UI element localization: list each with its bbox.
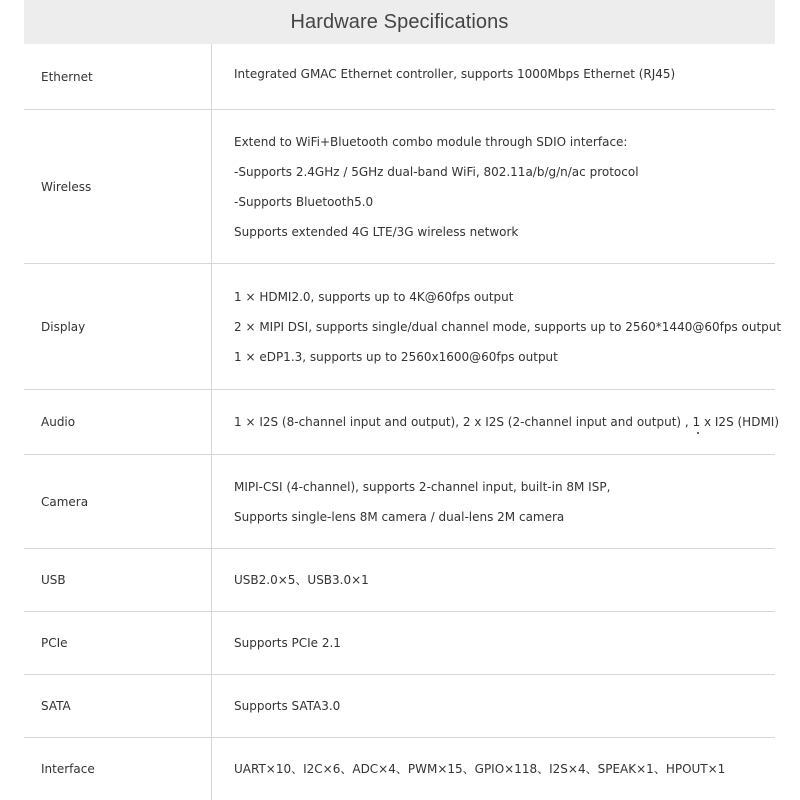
page-title: Hardware Specifications [24,0,775,44]
spec-label: Camera [24,455,212,548]
spec-line: Extend to WiFi+Bluetooth combo module through SDIO interface: [234,134,628,149]
spec-values [212,549,775,611]
spec-label: PCIe [24,612,212,674]
spec-line: Supports SATA3.0 [234,699,341,713]
spec-line: 1 × I2S (8-channel input and output), 2 x I2S (2-channel input and output) , 1 x I2S (HDMI) [234,415,780,429]
spec-line: Supports single-lens 8M camera / dual-lens 2M camera [234,509,565,524]
spec-label: SATA [24,675,212,737]
spec-line: Integrated GMAC Ethernet controller, supports 1000Mbps Ethernet (RJ45) [234,67,676,81]
spec-values [212,738,775,800]
spec-line: 1 × HDMI2.0, supports up to 4K@60fps output [234,289,514,304]
spec-values [212,390,779,454]
spec-values [212,264,781,389]
spec-row-ethernet [24,44,775,110]
spec-line: 1 × eDP1.3, supports up to 2560x1600@60fps output [234,349,558,364]
spec-line: Supports PCIe 2.1 [234,636,341,650]
spec-line: Supports extended 4G LTE/3G wireless network [234,224,519,239]
spec-label: Display [24,264,212,389]
spec-values [212,110,775,263]
spec-row-wireless [24,110,775,264]
spec-sheet [24,0,782,800]
spec-row-camera [24,455,775,549]
spec-line: UART×10、I2C×6、ADC×4、PWM×15、GPIO×118、I2S×4、SPEAK×1、HPOUT×1 [234,762,726,776]
spec-label: Wireless [24,110,212,263]
spec-label: USB [24,549,212,611]
spec-line: -Supports Bluetooth5.0 [234,194,374,209]
spec-row-pcie [24,612,775,675]
spec-row-display [24,264,782,390]
spec-line: 2 × MIPI DSI, supports single/dual channel mode, supports up to 2560*1440@60fps output [234,319,782,334]
spec-line: -Supports 2.4GHz / 5GHz dual-band WiFi, 802.11a/b/g/n/ac protocol [234,164,639,179]
spec-values [212,455,775,548]
spec-line: USB2.0×5、USB3.0×1 [234,573,369,587]
spec-label: Ethernet [24,44,212,109]
spec-values [212,675,775,737]
spec-values [212,44,775,109]
spec-row-audio [24,390,780,455]
spec-row-usb [24,549,775,612]
spec-line: MIPI-CSI (4-channel), supports 2-channel input, built-in 8M ISP, [234,479,611,494]
spec-row-interface [24,738,775,800]
spec-row-sata [24,675,775,738]
stray-dot [697,432,699,434]
spec-label: Audio [24,390,212,454]
spec-label: Interface [24,738,212,800]
spec-values [212,612,775,674]
